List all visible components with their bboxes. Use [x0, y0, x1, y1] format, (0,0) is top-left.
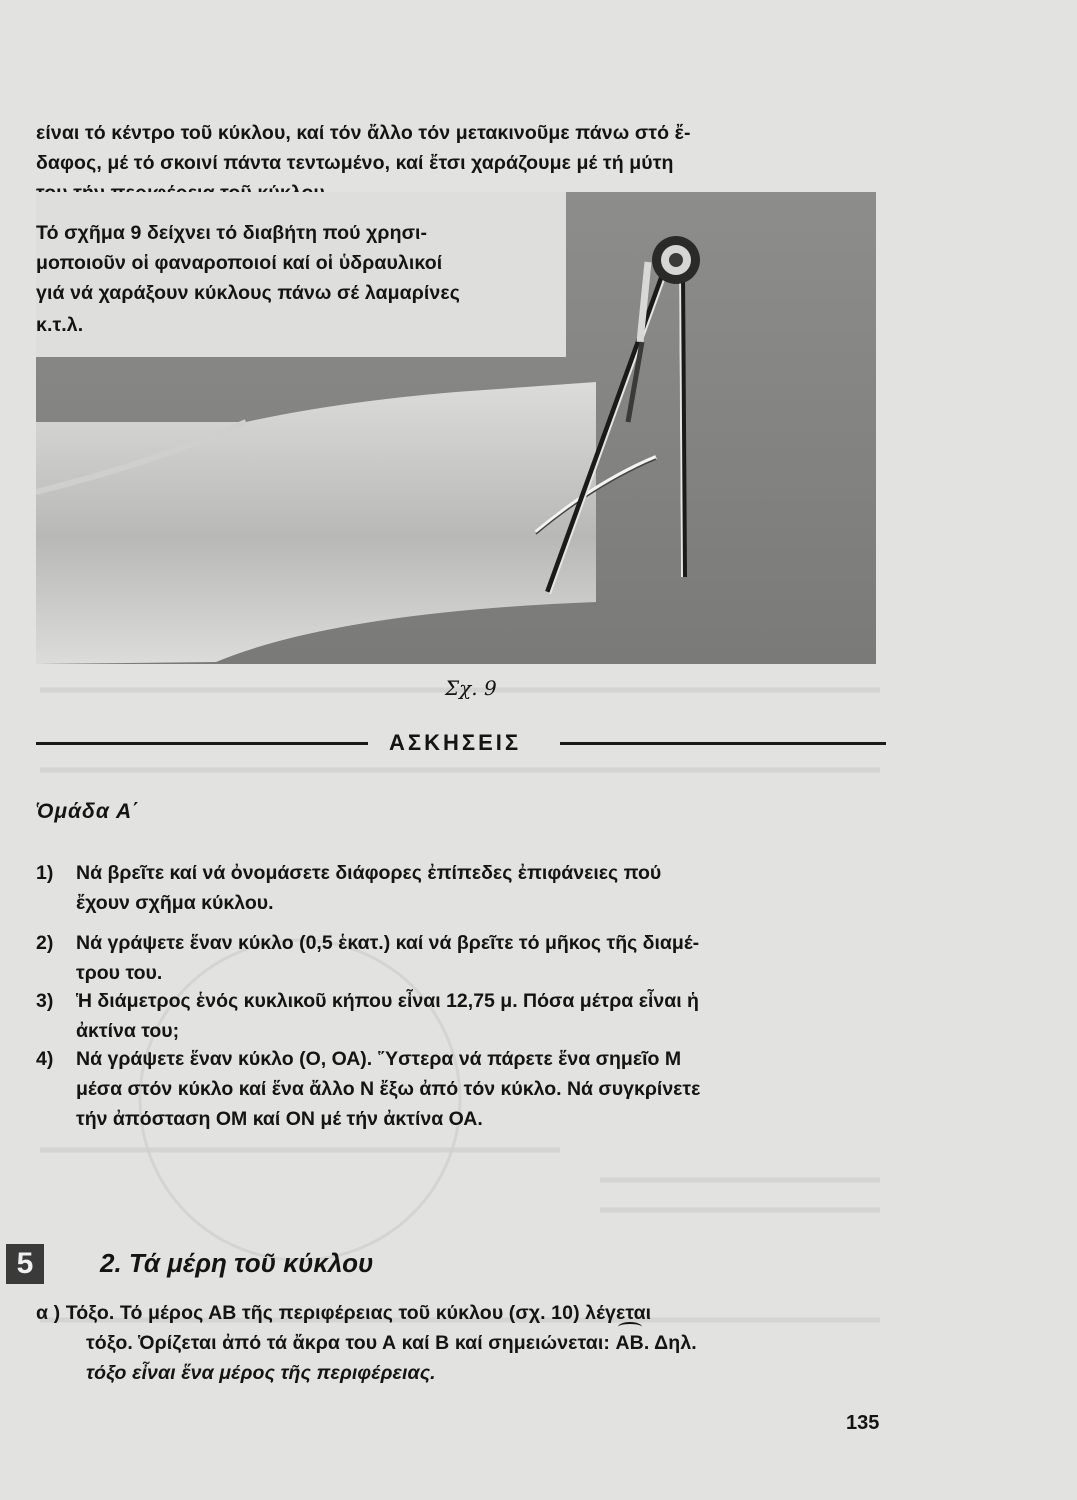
exercise-line: Νά γράψετε ἕναν κύκλο (0,5 ἑκατ.) καί νά βρεῖτε τό μῆκος τῆς διαμέ-: [76, 932, 700, 954]
arc-symbol: ΑΒ: [616, 1328, 644, 1358]
exercise-line: ἀκτίνα του;: [76, 1020, 180, 1042]
page-number: 135: [846, 1412, 880, 1434]
section-title: 2. Τά μέρη τοῦ κύκλου: [100, 1248, 374, 1278]
arc-line2-text: τόξο. Ὁρίζεται ἀπό τά ἄκρα του Α καί Β καί σημειώνεται:: [86, 1332, 610, 1354]
heading-rule-left: [36, 742, 368, 745]
fig9-text-line-2: μοποιοῦν οἱ φαναροποιοί καί οἱ ὑδραυλικοί: [36, 252, 443, 274]
exercise-number: 3): [36, 990, 54, 1012]
exercise-line: Ἡ διάμετρος ἑνός κυκλικοῦ κήπου εἶναι 12,75 μ. Πόσα μέτρα εἶναι ἡ: [76, 990, 699, 1012]
intro-line-2: δαφος, μέ τό σκοινί πάντα τεντωμένο, καί ἔτσι χαράζουμε μέ τή μύτη: [36, 152, 674, 174]
exercise-line: Νά γράψετε ἕναν κύκλο (Ο, ΟΑ). Ὕστερα νά πάρετε ἕνα σημεῖο Μ: [76, 1048, 682, 1070]
fig9-text-line-3: γιά νά χαράξουν κύκλους πάνω σέ λαμαρίνες: [36, 282, 460, 304]
exercise-line: τήν ἀπόσταση ΟΜ καί ΟΝ μέ τήν ἀκτίνα ΟΑ.: [76, 1108, 483, 1130]
exercise-3: [36, 986, 699, 1046]
fig9-text-line-4: κ.τ.λ.: [36, 314, 84, 336]
arc-paragraph-line-3: τόξο εἶναι ἕνα μέρος τῆς περιφέρειας.: [86, 1362, 436, 1384]
exercise-line: ἔχουν σχῆμα κύκλου.: [76, 892, 274, 914]
exercise-line: Νά βρεῖτε καί νά ὀνομάσετε διάφορες ἐπίπεδες ἐπιφάνειες πού: [76, 862, 662, 884]
exercise-number: 2): [36, 932, 54, 954]
heading-rule-right: [560, 742, 886, 745]
exercise-number: 4): [36, 1048, 54, 1070]
arc-paragraph-line-1: α ) Τόξο. Τό μέρος ΑΒ τῆς περιφέρειας τοῦ κύκλου (σχ. 10) λέγεται: [36, 1302, 652, 1324]
group-label: Ὁμάδα Α΄: [36, 800, 141, 823]
exercises-heading: ΑΣΚΗΣΕΙΣ: [389, 730, 522, 755]
exercise-1: [36, 858, 661, 918]
exercise-2: [36, 928, 699, 988]
arc-paragraph-line-2: [86, 1328, 697, 1358]
exercise-line: μέσα στόν κύκλο καί ἕνα ἄλλο Ν ἔξω ἀπό τόν κύκλο. Νά συγκρίνετε: [76, 1078, 701, 1100]
exercise-4: [36, 1044, 700, 1134]
exercise-number: 1): [36, 862, 54, 884]
section-badge: 5: [6, 1244, 44, 1284]
fig9-text-line-1: Τό σχῆμα 9 δείχνει τό διαβήτη πού χρησι-: [36, 222, 428, 244]
exercise-line: τρου του.: [76, 962, 163, 984]
intro-line-1: είναι τό κέντρο τοῦ κύκλου, καί τόν ἄλλο τόν μετακινοῦμε πάνω στό ἔ-: [36, 122, 691, 144]
arc-line2-end: . Δηλ.: [643, 1332, 697, 1354]
figure-caption: Σχ. 9: [445, 676, 497, 700]
